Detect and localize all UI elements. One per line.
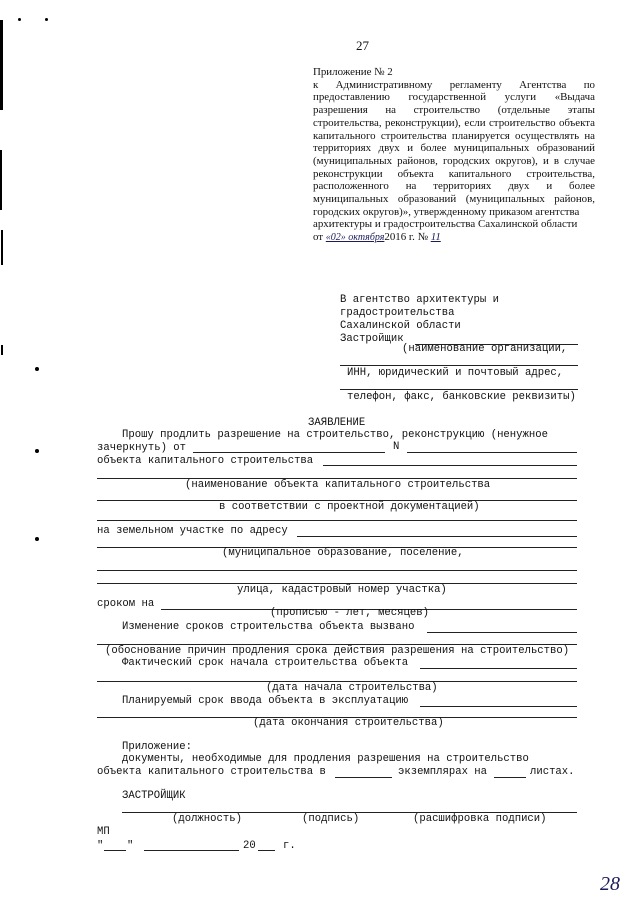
page-number: 27 <box>356 38 369 53</box>
hint-contacts: телефон, факс, банковские реквизиты) <box>347 391 576 403</box>
change-reason-label: Изменение сроков строительства объекта вызвано <box>122 621 415 633</box>
attachment-line-2b: экземплярах на <box>398 766 488 778</box>
handwritten-page-number: 28 <box>600 873 620 895</box>
date-suffix: 2016 г. № <box>384 231 428 244</box>
attachment-line-2c: листах. <box>530 766 575 778</box>
appendix-line: архитектуры и градостроительства Сахалинской области <box>313 218 578 231</box>
appendix-line: капитального строительства планируется осуществлять на <box>313 129 595 142</box>
appendix-line: муниципальных образований (муниципальных районов, <box>313 193 595 206</box>
start-line <box>420 668 577 669</box>
hint-object-name: (наименование объекта капитального строительства <box>185 479 491 491</box>
punch-hole <box>35 449 39 453</box>
appendix-title: Приложение № 2 <box>313 66 393 78</box>
appendix-line: реконструкции объекта капитального строительства, <box>313 167 595 180</box>
hint-start-date: (дата начала строительства) <box>266 682 438 694</box>
actual-start-label: Фактический срок начала строительства объекта <box>122 657 409 669</box>
addressee-line: В агентство архитектуры и <box>340 294 499 306</box>
land-plot-line-3 <box>97 570 577 571</box>
land-plot-label: на земельном участке по адресу <box>97 525 288 537</box>
punch-hole <box>35 537 39 541</box>
inn-fill-line <box>340 389 578 390</box>
scan-artifact <box>0 150 2 210</box>
hint-decoding: (расшифровка подписи) <box>413 813 547 825</box>
developer-label: Застройщик <box>340 333 404 345</box>
month-line <box>144 850 239 851</box>
appendix-line: (муниципальных районов, городских округов), и в случае <box>313 154 595 167</box>
hint-term: (прописью - лет, месяцев) <box>270 607 429 619</box>
punch-hole <box>45 18 48 21</box>
scan-artifact <box>0 20 3 110</box>
attachment-label: Приложение: <box>122 741 192 753</box>
hint-signature: (подпись) <box>302 813 360 825</box>
handwritten-date: «02» октября <box>325 232 385 244</box>
appendix-line: территориях двух и более муниципальных образований <box>313 142 595 155</box>
request-line-2: зачеркнуть) от <box>97 442 187 454</box>
handwritten-number: 11 <box>430 231 441 244</box>
stamp-label: МП <box>97 826 110 838</box>
org-fill-line <box>340 365 578 366</box>
appendix-line: разрешения на строительство (отдельные этапы <box>313 104 595 117</box>
year-suffix: г. <box>283 840 296 852</box>
copies-line <box>335 777 392 778</box>
appendix-date-line <box>313 231 595 245</box>
hint-reason: (обоснование причин продления срока действия разрешения на строительство) <box>105 645 570 657</box>
attachment-line-1: документы, необходимые для продления разрешения на строительство <box>122 753 529 765</box>
hint-inn: ИНН, юридический и почтовый адрес, <box>347 367 564 379</box>
planned-end-label: Планируемый срок ввода объекта в эксплуатацию <box>122 695 409 707</box>
sheets-line <box>494 777 526 778</box>
date-prefix: от <box>313 231 324 244</box>
year-line <box>258 850 275 851</box>
scan-artifact <box>1 230 3 265</box>
punch-hole <box>35 367 39 371</box>
scan-artifact <box>1 345 3 355</box>
object-line-4 <box>97 520 577 521</box>
hint-project-docs: в соответствии с проектной документацией) <box>219 501 480 513</box>
permit-date-line <box>193 452 385 453</box>
hint-municipality: (муниципальное образование, поселение, <box>222 547 464 559</box>
year-prefix: 20 <box>243 840 256 852</box>
addressee-line: градостроительства <box>340 307 455 319</box>
hint-street: улица, кадастровый номер участка) <box>237 584 447 596</box>
hint-org: (наименование организации, <box>402 343 568 355</box>
appendix-line: городских округов)», утвержденному приказом агентства <box>313 205 580 218</box>
developer-caps: ЗАСТРОЙЩИК <box>122 790 186 802</box>
addressee-line: Сахалинской области <box>340 320 461 332</box>
punch-hole <box>18 18 21 21</box>
hint-position: (должность) <box>172 813 242 825</box>
date-quote-close: " <box>127 840 134 852</box>
date-quote-open: " <box>97 840 104 852</box>
term-label: сроком на <box>97 598 155 610</box>
hint-end-date: (дата окончания строительства) <box>253 717 444 729</box>
end-line <box>420 706 577 707</box>
permit-number-label: N <box>393 441 400 453</box>
permit-number-line <box>407 452 577 453</box>
object-label: объекта капитального строительства <box>97 455 314 467</box>
appendix-line: предоставлению государственной услуги «Выдача <box>313 91 595 104</box>
appendix-line: строительства, реконструкции), если строительство объекта <box>313 116 595 129</box>
appendix-block <box>313 66 595 245</box>
object-line <box>323 465 577 466</box>
form-title: ЗАЯВЛЕНИЕ <box>308 417 366 429</box>
day-line <box>104 850 126 851</box>
reason-line <box>427 632 577 633</box>
appendix-line: расположенного на территориях двух и более <box>313 180 595 193</box>
request-line-1: Прошу продлить разрешение на строительство, реконструкцию (ненужное <box>122 429 548 441</box>
appendix-line: к Административному регламенту Агентства по <box>313 78 595 91</box>
land-plot-line <box>297 536 577 537</box>
attachment-line-2a: объекта капитального строительства в <box>97 766 326 778</box>
